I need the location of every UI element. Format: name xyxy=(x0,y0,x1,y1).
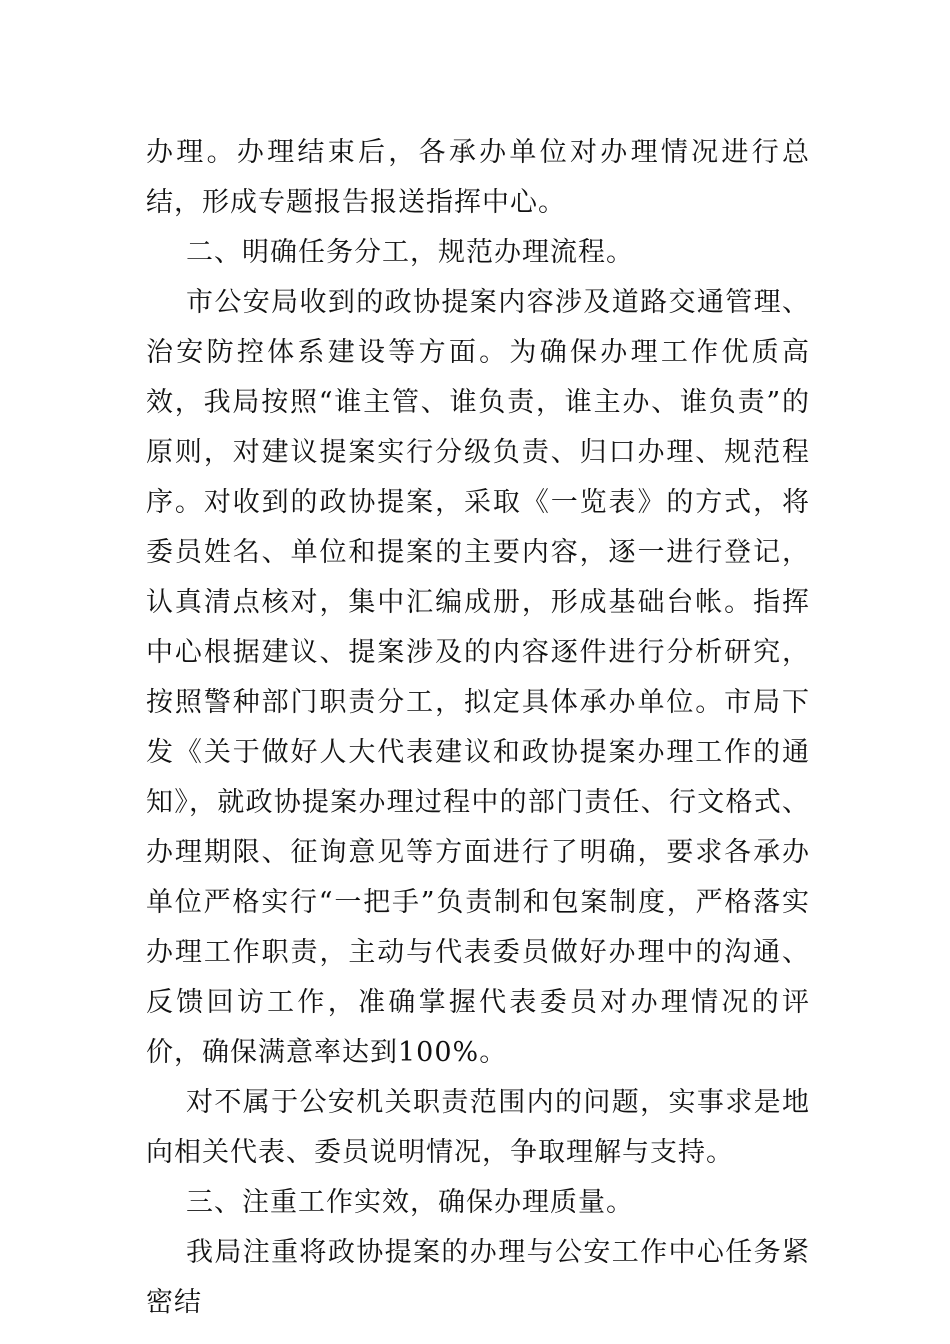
section-heading-3: 三、注重工作实效，确保办理质量。 xyxy=(186,1187,634,1218)
paragraph-continuation: 办理。办理结束后，各承办单位对办理情况进行总结，形成专题报告报送指挥中心。 xyxy=(146,137,810,218)
paragraph-task-division: 市公安局收到的政协提案内容涉及道路交通管理、治安防控体系建设等方面。为确保办理工作优质高效，我局按照“谁主管、谁负责，谁主办、谁负责”的原则，对建议提案实行分级负责、归口办理、规范程序。对收到的政协提案，采取《一览表》的方式，将委员姓名、单位和提案的主要内容，逐一进行登记，认真清点核对，集中汇编成册，形成基础台帐。指挥中心根据建议、提案涉及的内容逐件进行分析研究，按照警种部门职责分工，拟定具体承办单位。市局下发《关于做好人大代表建议和政协提案办理工作的通知》，就政协提案办理过程中的部门责任、行文格式、办理期限、征询意见等方面进行了明确，要求各承办单位严格实行“一把手”负责制和包案制度，严格落实办理工作职责，主动与代表委员做好办理中的沟通、反馈回访工作，准确掌握代表委员对办理情况的评价，确保满意率达到100%。 xyxy=(146,287,810,1068)
section-heading-2: 二、明确任务分工，规范办理流程。 xyxy=(186,237,634,268)
paragraph-effectiveness: 我局注重将政协提案的办理与公安工作中心任务紧密结 xyxy=(146,1237,810,1318)
document-body xyxy=(146,128,810,1328)
paragraph-out-of-scope: 对不属于公安机关职责范围内的问题，实事求是地向相关代表、委员说明情况，争取理解与支持。 xyxy=(146,1087,810,1168)
